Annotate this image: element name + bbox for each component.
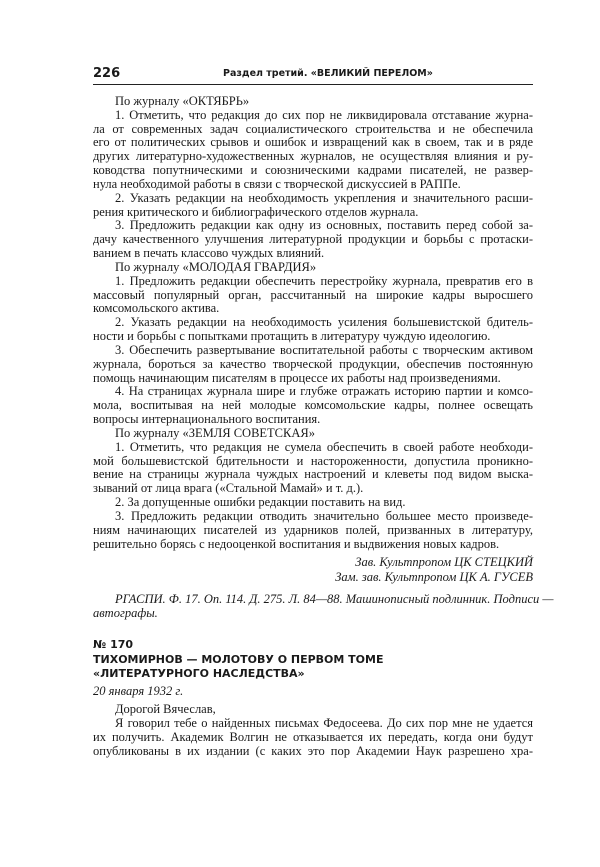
text-line: 1. Отметить, что редакция до сих пор не ликвидировала отставание журна- xyxy=(115,107,533,122)
text-line: 1. Предложить редакции обеспечить перестройку журнала, превратив его в xyxy=(115,273,533,288)
archive-line: РГАСПИ. Ф. 17. Оп. 114. Д. 275. Л. 84—88. Машинописный подлинник. Подписи — xyxy=(115,592,554,606)
text-line: других литературно-художественных журналов, не осуществляя влияния и ру- xyxy=(93,149,533,164)
text-line: 2. За допущенные ошибки редакции поставить на вид. xyxy=(115,495,406,510)
text-line: комсомольского актива. xyxy=(93,301,220,316)
text-line: 3. Предложить редакции отводить значительно большее место произведе- xyxy=(115,508,533,523)
letter-line: Дорогой Вячеслав, xyxy=(115,701,216,716)
text-line: 4. На страницах журнала шире и глубже отражать историю партии и комсо- xyxy=(115,384,533,399)
text-line: ниям начинающих писателей из ударников полей, призванных в литературу, xyxy=(93,522,533,537)
text-line: ла от современных задач социалистического строительства и не обеспечила xyxy=(93,121,533,136)
text-line: нула необходимой работы в связи с творческой дискуссией в РАППе. xyxy=(93,176,461,191)
document-title-line: «ЛИТЕРАТУРНОГО НАСЛЕДСТВА» xyxy=(93,667,305,680)
journal-heading: По журналу «ЗЕМЛЯ СОВЕТСКАЯ» xyxy=(115,425,315,440)
signature-stetsky: Зав. Культпропом ЦК СТЕЦКИЙ xyxy=(355,555,533,569)
text-line: 1. Отметить, что редакция не сумела обеспечить в своей работе необходи- xyxy=(115,439,533,454)
text-line: 2. Указать редакции на необходимость усиления большевистской бдитель- xyxy=(115,315,533,330)
text-line: вопросы интернационального воспитания. xyxy=(93,412,321,427)
text-line: ководства попутническими и союзническими кадрами писателей, не развер- xyxy=(93,163,533,178)
letter-line: их получить. Академик Волгин не отказывается их передать, когда они будут xyxy=(93,730,533,745)
document-170 xyxy=(93,638,533,759)
letter-line: опубликованы в их издании (с каких это пор Академии Наук разрешено хра- xyxy=(93,744,533,759)
text-line: помощь начинающим писателям в процессе их работы над произведениями. xyxy=(93,370,501,385)
text-line: вение на страницы журнала чуждых настроений и клеветы под видом выска- xyxy=(93,467,533,482)
journal-heading: По журналу «ОКТЯБРЬ» xyxy=(115,94,250,108)
document-date: 20 января 1932 г. xyxy=(93,683,184,698)
signature-gusev: Зам. зав. Культпропом ЦК А. ГУСЕВ xyxy=(335,570,533,584)
letter-line: Я говорил тебе о найденных письмах Федосеева. До сих пор мне не удается xyxy=(115,715,533,730)
journal-heading: По журналу «МОЛОДАЯ ГВАРДИЯ» xyxy=(115,259,317,274)
running-title: Раздел третий. «ВЕЛИКИЙ ПЕРЕЛОМ» xyxy=(223,68,433,79)
text-line: 2. Указать редакции на необходимость укрепления и значительного расши- xyxy=(115,190,533,205)
text-line: решительно борясь с недооценкой воспитания и выдвижения новых кадров. xyxy=(93,536,500,551)
text-line: зываний от лица врага («Стальной Мамай» и т. д.). xyxy=(93,481,364,496)
text-line: журнала, бороться за качество творческой продукции, обеспечив постоянную xyxy=(93,356,533,371)
page-header xyxy=(93,66,533,85)
archive-reference xyxy=(93,592,554,621)
text-line: дачу качественного улучшения литературной продукции и борьбы с протаски- xyxy=(93,232,533,247)
text-line: ности и борьбы с попытками протащить в литературу чуждую идеологию. xyxy=(93,329,491,344)
text-line: ванием в печать классово чуждых влияний. xyxy=(93,246,325,261)
text-line: рения критического и библиографического отделов журнала. xyxy=(93,204,419,219)
text-line: 3. Обеспечить развертывание воспитательной работы с творческим активом xyxy=(115,342,533,357)
text-line: 3. Предложить редакции как одну из основных, поставить перед собой за- xyxy=(115,218,533,233)
archive-line: автографы. xyxy=(93,605,158,620)
page-number: 226 xyxy=(93,66,121,81)
text-line: мой большевистской бдительности и настороженности, допустила проникно- xyxy=(93,453,533,468)
document-title-line: ТИХОМИРНОВ — МОЛОТОВУ О ПЕРВОМ ТОМЕ xyxy=(93,652,384,666)
text-line: массовый популярный орган, рассчитанный на широкие кадры выросшего xyxy=(93,287,533,302)
text-line: мола, воспитывая на ней молодые комсомольские кадры, полнее освещать xyxy=(93,398,533,413)
text-line: его от политических срывов и ошибок и извращений как в своем, так и в ряде xyxy=(93,135,533,150)
resolution-text xyxy=(93,95,533,551)
document-number: № 170 xyxy=(93,638,134,651)
signatures xyxy=(93,555,533,585)
